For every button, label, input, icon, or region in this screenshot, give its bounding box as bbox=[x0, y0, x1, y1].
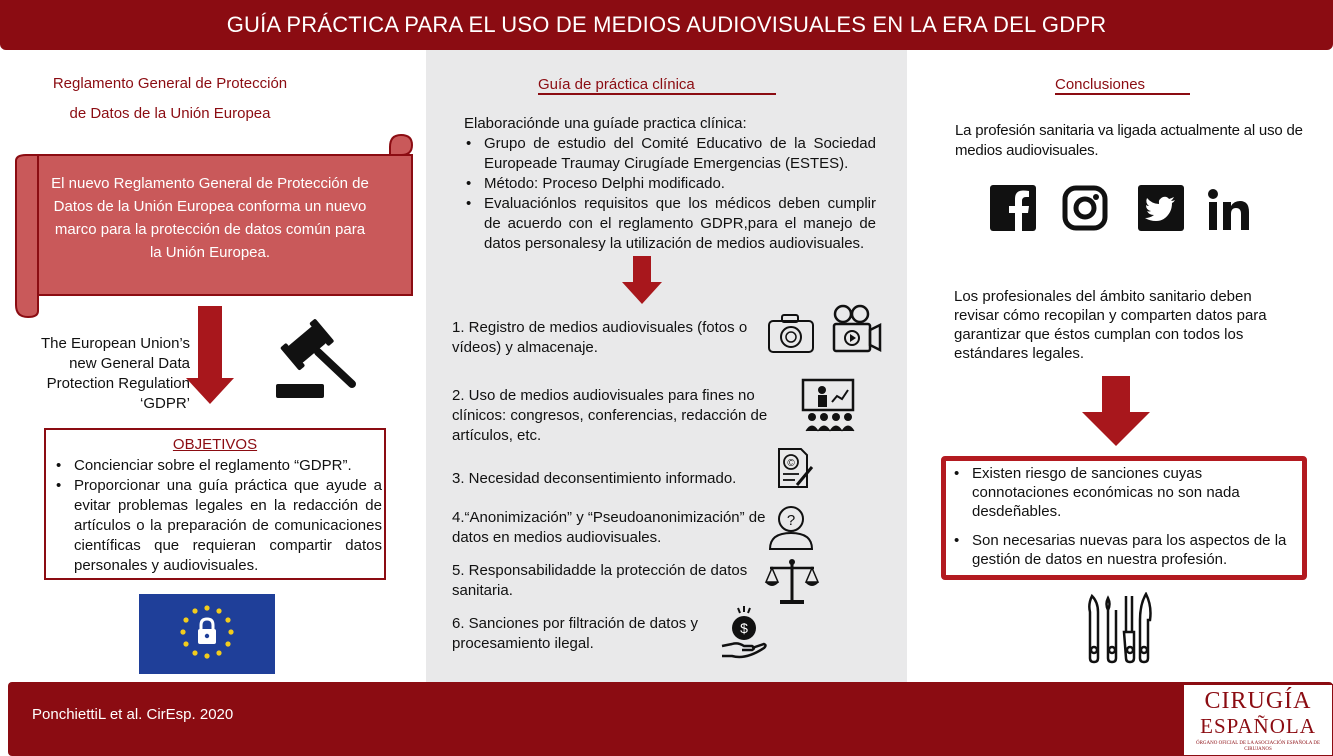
anonymous-person-icon bbox=[767, 503, 815, 551]
objectives-list bbox=[54, 456, 382, 576]
list-item: • Método: Proceso Delphi modificado. bbox=[464, 174, 876, 194]
eu-flag-lock-icon bbox=[139, 594, 275, 674]
logo-tagline: ÓRGANO OFICIAL DE LA ASOCIACIÓN ESPAÑOLA DE CIRUJANOS bbox=[1195, 741, 1321, 752]
step-3: 3. Necesidad deconsentimiento informado. bbox=[452, 470, 737, 487]
step-2: 2. Uso de medios audiovisuales para fines no clínicos: congresos, conferencias, redacción de artículos, etc. bbox=[452, 387, 768, 444]
scroll-text: El nuevo Reglamento General de Protección de Datos de la Unión Europea conforma un nuevo marco para la protección de datos común para la Unión Europea. bbox=[51, 175, 369, 261]
gavel-icon bbox=[274, 318, 358, 400]
conclusions-title: Conclusiones bbox=[1055, 76, 1146, 93]
list-item: • Evaluaciónlos requisitos que los médicos deben cumplir de acuerdo con el reglamento GDPR,para el manejo de datos personalesy la utilización de medios audiovisuales. bbox=[464, 194, 876, 254]
arrow-down-icon bbox=[186, 306, 234, 404]
instagram-icon bbox=[1062, 185, 1108, 231]
list-item: • Existen riesgo de sanciones cuyas connotaciones económicas no son nada desdeñables. bbox=[952, 464, 1300, 521]
camera-icon bbox=[767, 312, 815, 354]
svg-text:$: $ bbox=[740, 620, 748, 636]
conclusions-intro: La profesión sanitaria va ligada actualmente al uso de medios audiovisuales. bbox=[955, 122, 1303, 159]
scales-icon bbox=[764, 556, 820, 606]
guide-intro: Elaboraciónde una guíade practica clínica: bbox=[464, 115, 747, 132]
list-item: • Grupo de estudio del Comité Educativo de la Sociedad Europeade Traumay Cirugíade Emergencias (ESTES). bbox=[464, 134, 876, 174]
logo-title: CIRUGÍA bbox=[1204, 688, 1312, 714]
conclusions-paragraph: Los profesionales del ámbito sanitario deben revisar cómo recopilan y comparten datos para garantizar que éstos cumplan con todos los estándares legales. bbox=[954, 288, 1267, 362]
gdpr-text: The European Union’s new General Data Protection Regulation ‘GDPR’ bbox=[41, 335, 190, 412]
svg-text:?: ? bbox=[786, 512, 796, 529]
objectives-title: OBJETIVOS bbox=[172, 436, 258, 453]
surgical-instruments-icon bbox=[1086, 592, 1156, 664]
step-4: 4.“Anonimización” y “Pseudoanonimización” de datos en medios audiovisuales. bbox=[452, 509, 766, 546]
conference-icon bbox=[800, 378, 856, 432]
consent-document-icon bbox=[775, 447, 815, 491]
svg-text:©: © bbox=[787, 458, 795, 469]
list-item: • Concienciar sobre el reglamento “GDPR”. bbox=[54, 456, 382, 476]
video-camera-icon bbox=[830, 304, 882, 354]
step-6: 6. Sanciones por filtración de datos y procesamiento ilegal. bbox=[452, 615, 698, 652]
left-title-line1: Reglamento General de Protección bbox=[52, 75, 288, 92]
guide-bullets bbox=[464, 134, 876, 254]
linkedin-icon bbox=[1207, 188, 1253, 232]
twitter-icon bbox=[1138, 185, 1184, 231]
left-title-line2: de Datos de la Unión Europea bbox=[69, 105, 271, 122]
conclusions-list bbox=[952, 464, 1300, 579]
arrow-down-icon bbox=[1082, 376, 1150, 446]
list-item: • Proporcionar una guía práctica que ayude a evitar problemas legales en la redacción de artículos o la preparación de comunicaciones científicas que requieran compartir datos personales y audiovisuales. bbox=[54, 476, 382, 576]
list-item: • Son necesarias nuevas para los aspectos de la gestión de datos en nuestra profesión. bbox=[952, 531, 1300, 569]
money-hand-icon bbox=[720, 604, 768, 660]
step-5: 5. Responsabilidadde la protección de datos sanitaria. bbox=[452, 562, 748, 599]
guide-title: Guía de práctica clínica bbox=[538, 76, 695, 93]
arrow-down-icon bbox=[622, 256, 662, 304]
title-underline bbox=[1055, 93, 1190, 95]
citation: PonchiettiL et al. CirEsp. 2020 bbox=[32, 706, 234, 723]
title-underline bbox=[538, 93, 776, 95]
page-title: GUÍA PRÁCTICA PARA EL USO DE MEDIOS AUDIOVISUALES EN LA ERA DEL GDPR bbox=[226, 12, 1107, 37]
facebook-icon bbox=[990, 185, 1036, 231]
logo-subtitle: ESPAÑOLA bbox=[1200, 714, 1316, 738]
step-1: 1. Registro de medios audiovisuales (fotos o vídeos) y almacenaje. bbox=[452, 319, 748, 356]
